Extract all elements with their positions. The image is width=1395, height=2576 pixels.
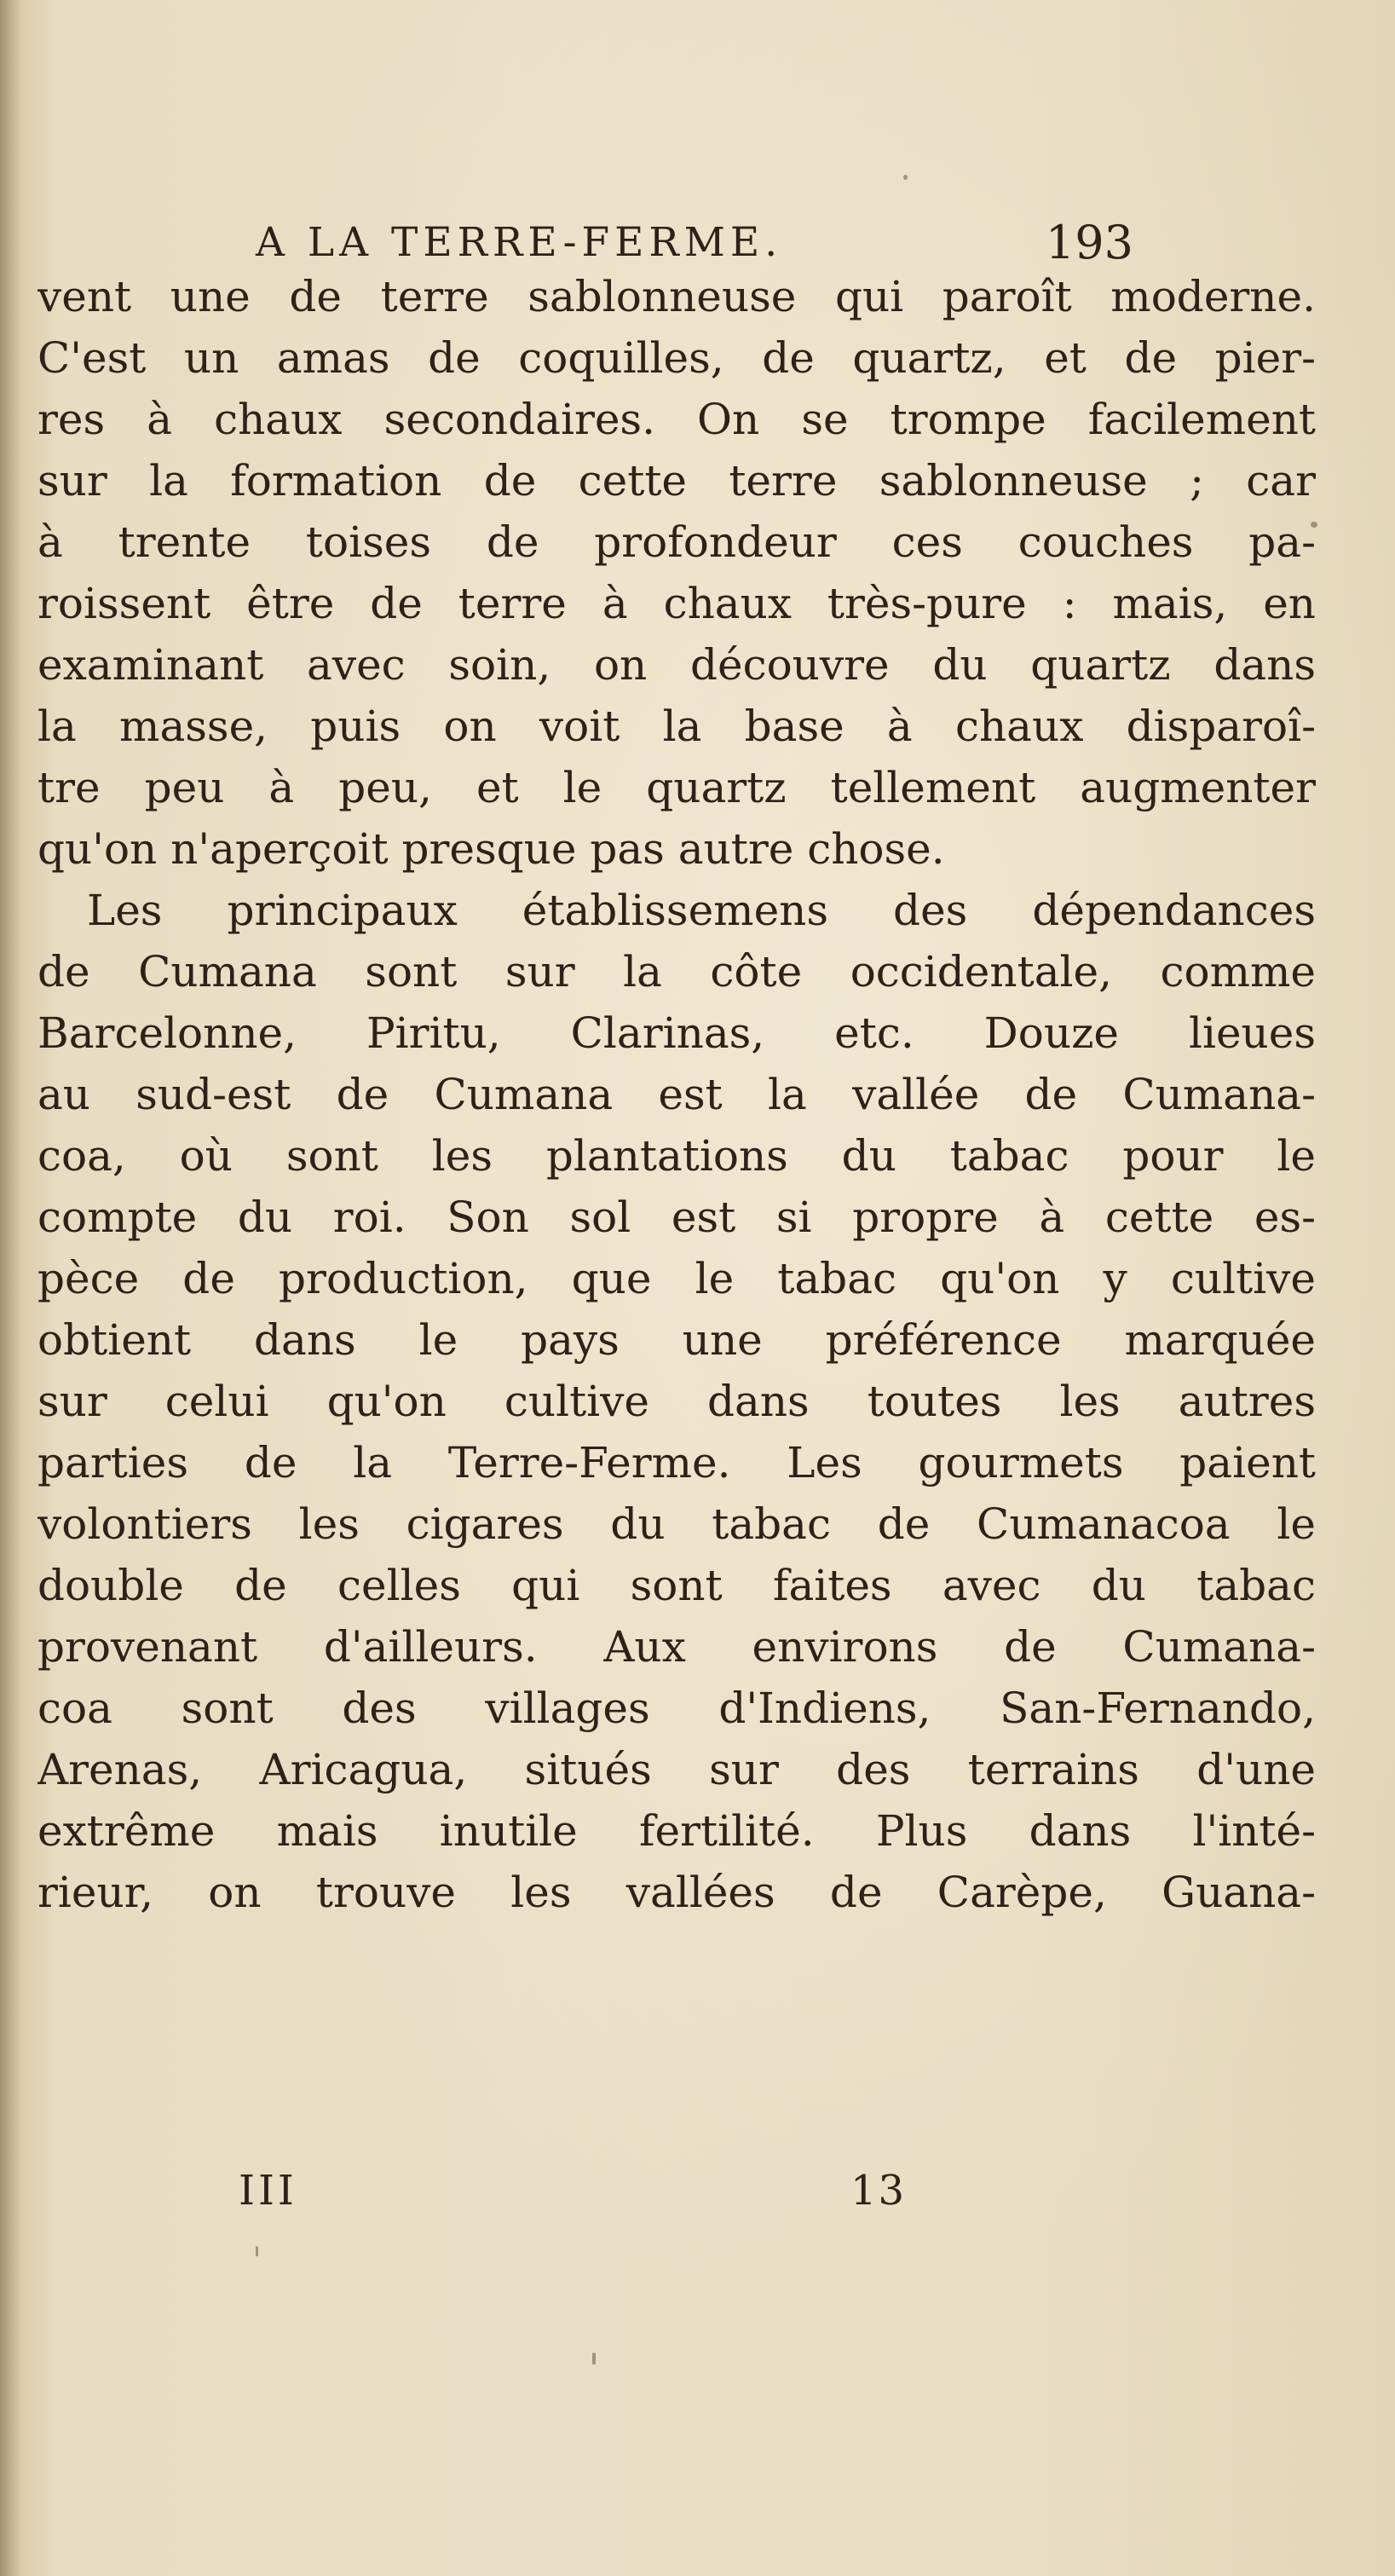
text-line: parties de la Terre-Ferme. Les gourmets paient xyxy=(37,1438,1316,1487)
text-line: double de celles qui sont faites avec du tabac xyxy=(37,1561,1316,1610)
text-line: provenant d'ailleurs. Aux environs de Cumana- xyxy=(37,1622,1316,1672)
page-footer xyxy=(239,2161,920,2221)
text-line: sur celui qu'on cultive dans toutes les autres xyxy=(37,1377,1316,1426)
running-head: A LA TERRE-FERME. xyxy=(256,219,783,266)
body-text xyxy=(37,266,1316,1923)
text-line: sur la formation de cette terre sablonneuse ; car xyxy=(37,456,1316,505)
text-line: obtient dans le pays une préférence marquée xyxy=(37,1315,1316,1365)
paper-speck xyxy=(903,175,908,180)
text-line: volontiers les cigares du tabac de Cumanacoa le xyxy=(37,1499,1316,1549)
binding-shadow xyxy=(0,0,22,2576)
text-line: res à chaux secondaires. On se trompe facilement xyxy=(37,395,1316,444)
text-line: Barcelonne, Piritu, Clarinas, etc. Douze lieues xyxy=(37,1008,1316,1058)
text-line: pèce de production, que le tabac qu'on y cultive xyxy=(37,1254,1316,1303)
sheet-number: 13 xyxy=(850,2167,907,2215)
signature-mark: III xyxy=(239,2167,297,2215)
text-line: à trente toises de profondeur ces couches pa- xyxy=(37,517,1316,567)
page-number: 193 xyxy=(1045,216,1133,269)
paragraph-start-line: Les principaux établissemens des dépendances xyxy=(87,886,1316,935)
paper-speck xyxy=(1311,522,1317,528)
text-line: compte du roi. Son sol est si propre à cette es- xyxy=(37,1193,1316,1242)
paper-speck xyxy=(256,2246,258,2256)
text-line: Arenas, Aricagua, situés sur des terrains d'une xyxy=(37,1745,1316,1794)
text-line: rieur, on trouve les vallées de Carèpe, Guana- xyxy=(37,1868,1316,1917)
text-line: vent une de terre sablonneuse qui paroît moderne. xyxy=(37,272,1316,321)
page-header xyxy=(256,213,1133,273)
text-line: la masse, puis on voit la base à chaux disparoî- xyxy=(37,702,1316,751)
text-line: de Cumana sont sur la côte occidentale, comme xyxy=(37,947,1316,996)
text-line: qu'on n'aperçoit presque pas autre chose. xyxy=(37,824,945,874)
text-line: extrême mais inutile fertilité. Plus dans l'inté- xyxy=(37,1806,1316,1856)
text-line: coa sont des villages d'Indiens, San-Fernando, xyxy=(37,1684,1316,1733)
text-line: C'est un amas de coquilles, de quartz, et de pier- xyxy=(37,333,1316,383)
text-line: roissent être de terre à chaux très-pure : mais, en xyxy=(37,579,1316,628)
text-line: tre peu à peu, et le quartz tellement augmenter xyxy=(37,763,1316,812)
paper-speck xyxy=(592,2353,596,2365)
text-line: au sud-est de Cumana est la vallée de Cumana- xyxy=(37,1070,1316,1119)
text-line: examinant avec soin, on découvre du quartz dans xyxy=(37,640,1316,690)
text-line: coa, où sont les plantations du tabac pour le xyxy=(37,1131,1316,1181)
